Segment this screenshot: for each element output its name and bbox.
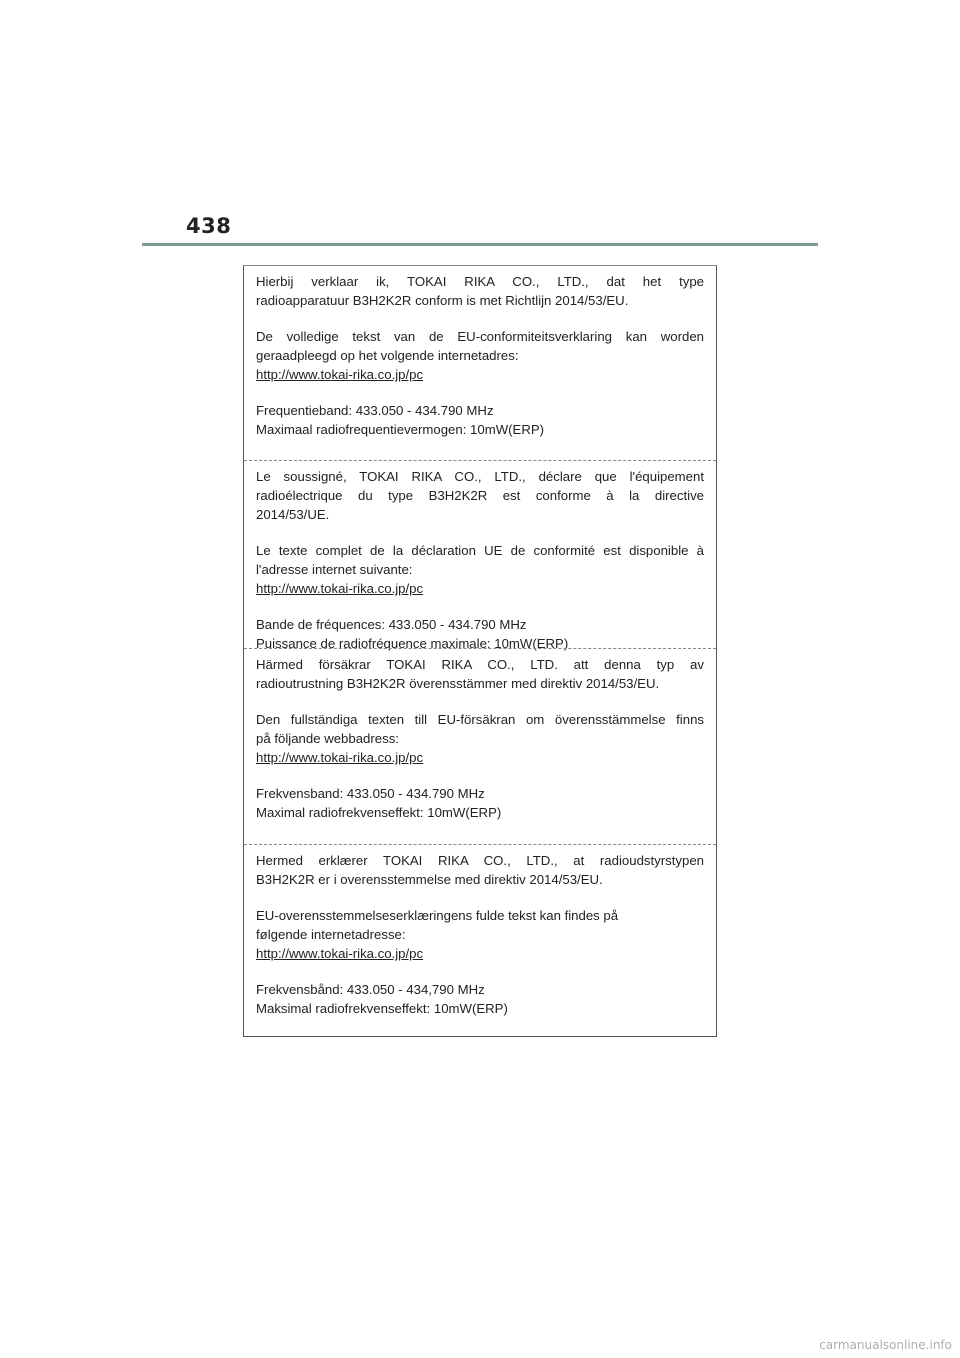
max-power: Maximaal radiofrequentievermogen: 10mW(ERP): [256, 422, 545, 437]
page-number: 438: [186, 214, 232, 238]
max-power: Maximal radiofrekvenseffekt: 10mW(ERP): [256, 805, 502, 820]
full-text-line: EU-overensstemmelseserklæringens fulde tekst kan findes på: [256, 908, 619, 923]
declaration-line: radioélectrique du type B3H2K2R est conforme à la directive: [256, 488, 704, 503]
declaration-url-link[interactable]: http://www.tokai-rika.co.jp/pc: [256, 750, 424, 765]
declaration-url-link[interactable]: http://www.tokai-rika.co.jp/pc: [256, 946, 424, 961]
declaration-line: 2014/53/UE.: [256, 507, 330, 522]
full-text-line: på följande webbadress:: [256, 731, 399, 746]
max-power: Puissance de radiofréquence maximale: 10mW(ERP): [256, 636, 569, 651]
frequency-band: Frequentieband: 433.050 - 434.790 MHz: [256, 403, 494, 418]
frequency-band: Frekvensband: 433.050 - 434.790 MHz: [256, 786, 485, 801]
declaration-line: Härmed försäkrar TOKAI RIKA CO., LTD. att denna typ av: [256, 657, 704, 672]
watermark-text: carmanualsonline.info: [819, 1338, 952, 1352]
declaration-line: Le soussigné, TOKAI RIKA CO., LTD., déclare que l'équipement: [256, 469, 704, 484]
declaration-line: Hierbij verklaar ik, TOKAI RIKA CO., LTD., dat het type: [256, 274, 704, 289]
full-text-line: Den fullständiga texten till EU-försäkran om överensstämmelse finns: [256, 712, 704, 727]
declaration-scan-box: [243, 265, 717, 1037]
full-text-line: l'adresse internet suivante:: [256, 562, 413, 577]
declaration-line: B3H2K2R er i overensstemmelse med direktiv 2014/53/EU.: [256, 872, 603, 887]
max-power: Maksimal radiofrekvenseffekt: 10mW(ERP): [256, 1001, 508, 1016]
declaration-section-da: [244, 844, 716, 1038]
declaration-line: Hermed erklærer TOKAI RIKA CO., LTD., at radioudstyrstypen: [256, 853, 704, 868]
frequency-band: Bande de fréquences: 433.050 - 434.790 MHz: [256, 617, 527, 632]
declaration-url-link[interactable]: http://www.tokai-rika.co.jp/pc: [256, 367, 424, 382]
declaration-line: radioapparatuur B3H2K2R conform is met Richtlijn 2014/53/EU.: [256, 293, 629, 308]
declaration-section-sv: [244, 648, 716, 844]
frequency-band: Frekvensbånd: 433.050 - 434,790 MHz: [256, 982, 485, 997]
full-text-line: Le texte complet de la déclaration UE de conformité est disponible à: [256, 543, 704, 558]
header-rule: [142, 243, 818, 246]
full-text-line: følgende internetadresse:: [256, 927, 406, 942]
full-text-line: geraadpleegd op het volgende internetadres:: [256, 348, 519, 363]
declaration-url-link[interactable]: http://www.tokai-rika.co.jp/pc: [256, 581, 424, 596]
full-text-line: De volledige tekst van de EU-conformiteitsverklaring kan worden: [256, 329, 704, 344]
declaration-section-fr: [244, 460, 716, 651]
declaration-line: radioutrustning B3H2K2R överensstämmer med direktiv 2014/53/EU.: [256, 676, 660, 691]
declaration-section-nl: [244, 266, 716, 460]
